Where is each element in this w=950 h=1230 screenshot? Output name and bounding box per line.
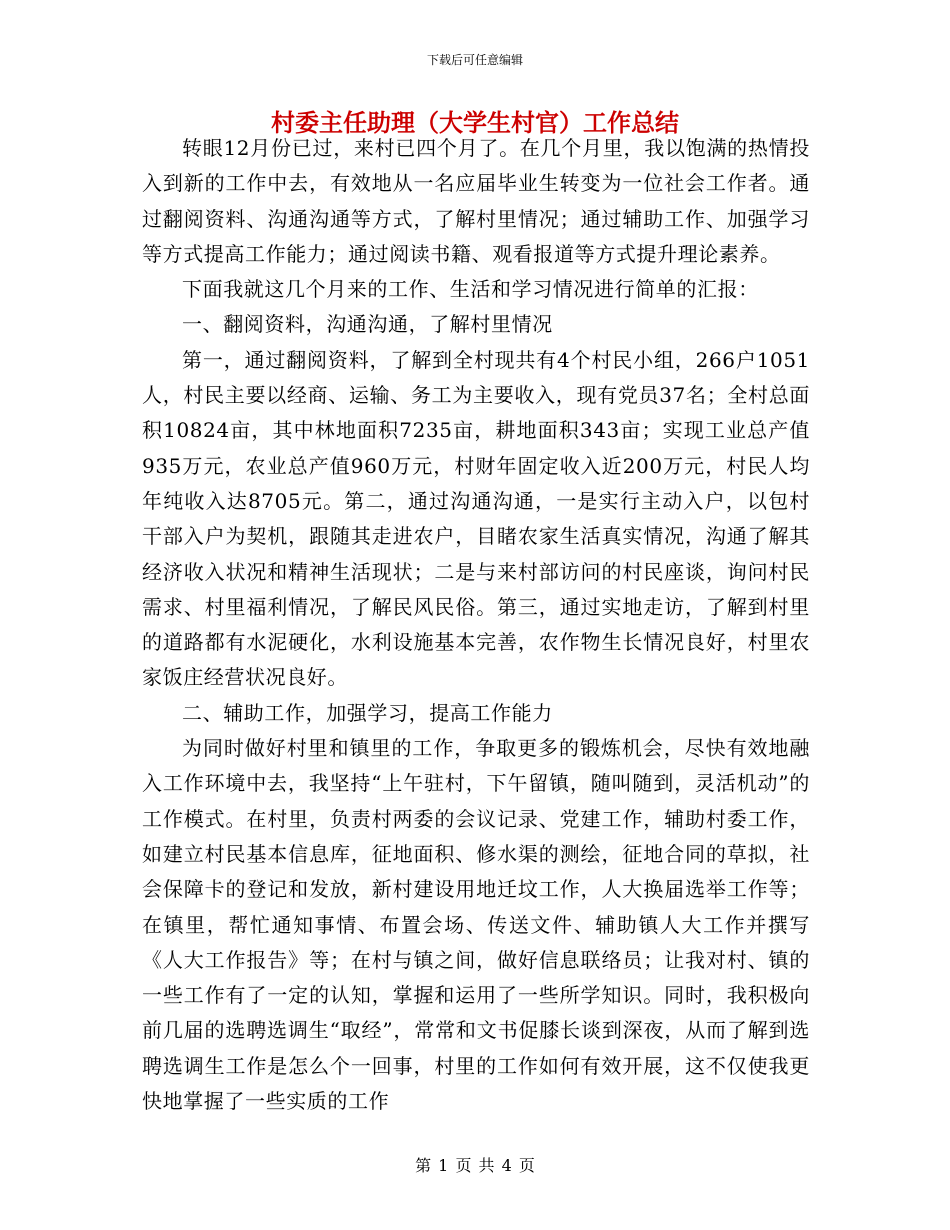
document-body [142, 131, 810, 1119]
section-heading-2: 二、辅助工作，加强学习，提高工作能力 [182, 700, 553, 725]
page-number-footer: 第 1 页 共 4 页 [415, 1156, 535, 1175]
header-note: 下载后可任意编辑 [426, 53, 523, 67]
paragraph-report-lead: 下面我就这几个月来的工作、生活和学习情况进行简单的汇报： [182, 277, 759, 302]
paragraph-intro: 转眼12月份已过，来村已四个月了。在几个月里，我以饱满的热情投入到新的工作中去，有效地从一名应届毕业生转变为一位社会工作者。通过翻阅资料、沟通沟通等方式，了解村里情况；通过辅助工作、加强学习等方式提高工作能力；通过阅读书籍、观看报道等方式提升理论素养。 [142, 136, 810, 266]
section-heading-1: 一、翻阅资料，沟通沟通，了解村里情况 [182, 312, 553, 337]
paragraph-village-info: 第一，通过翻阅资料，了解到全村现共有4个村民小组，266户1051人，村民主要以经商、运输、务工为主要收入，现有党员37名；全村总面积10824亩，其中林地面积7235亩，耕地面积343亩；实现工业总产值935万元，农业总产值960万元，村财年固定收入近200万元，村民人均年纯收入达8705元。第二，通过沟通沟通，一是实行主动入户，以包村干部入户为契机，跟随其走进农户，目睹农家生活真实情况，沟通了解其经济收入状况和精神生活现状；二是与来村部访问的村民座谈，询问村民需求、村里福利情况，了解民风民俗。第三，通过实地走访，了解到村里的道路都有水泥硬化，水利设施基本完善，农作物生长情况良好，村里农家饭庄经营状况良好。 [142, 347, 810, 690]
paragraph-work-mode: 为同时做好村里和镇里的工作，争取更多的锻炼机会，尽快有效地融入工作环境中去，我坚持“上午驻村，下午留镇，随叫随到，灵活机动”的工作模式。在村里，负责村两委的会议记录、党建工作，辅助村委工作，如建立村民基本信息库，征地面积、修水渠的测绘，征地合同的草拟，社会保障卡的登记和发放，新村建设用地迁坟工作，人大换届选举工作等；在镇里，帮忙通知事情、布置会场、传送文件、辅助镇人大工作并撰写《人大工作报告》等；在村与镇之间，做好信息联络员；让我对村、镇的一些工作有了一定的认知，掌握和运用了一些所学知识。同时，我积极向前几届的选聘选调生“取经”，常常和文书促膝长谈到深夜，从而了解到选聘选调生工作是怎么个一回事，村里的工作如何有效开展，这不仅使我更快地掌握了一些实质的工作 [142, 736, 810, 1114]
document-title: 村委主任助理（大学生村官）工作总结 [271, 108, 679, 137]
